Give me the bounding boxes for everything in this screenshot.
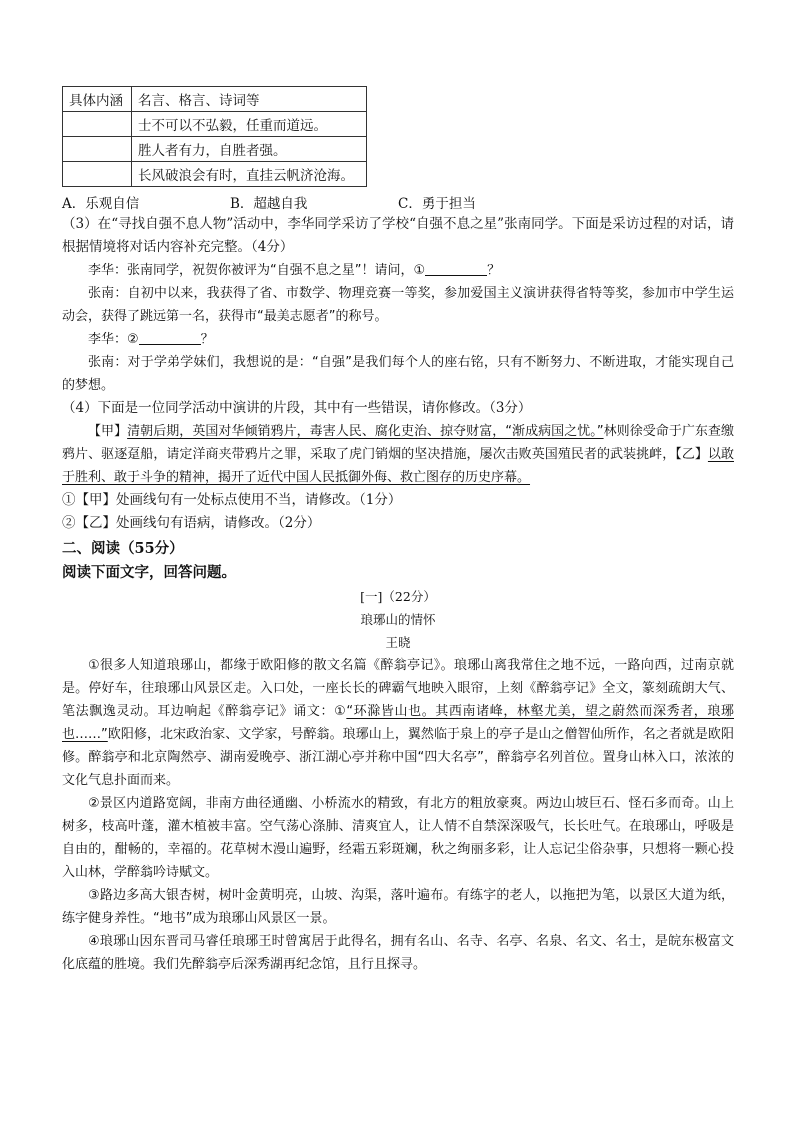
yi-underlined-sentence: 以敢于胜利、敢于斗争的精神，揭开了近代中国人民抵御外侮、救亡图存的历史序幕。 [62,447,734,485]
table-cell: 具体内涵 [63,87,132,112]
yi-label: 【乙】 [675,447,708,462]
section-heading: 二、阅读（55分） [62,540,184,557]
dialogue-end: ？ [487,263,501,278]
option-c: C．勇于担当 [398,196,476,212]
jia-label: 【甲】 [88,424,128,439]
answer-blank[interactable] [139,330,201,345]
article-author: 王晓 [385,635,411,650]
table-row [63,87,367,112]
table-cell: 胜人者有力，自胜者强。 [132,137,367,162]
dialogue-end: ？ [200,332,214,347]
question-3-prompt: （3）在“寻找自强不息人物”活动中，李华同学采访了学校“自强不息之星”张南同学。下面是采访过程的对话，请根据情境将对话内容补充完整。（4分） [62,216,734,255]
article-paragraph-3: ③路边多高大银杏树，树叶金黄明亮，山坡、沟渠，落叶遍布。有练字的老人，以拖把为笔，以景区大道为纸，练字健身养性。“地书”成为琅琊山风景区一景。 [62,888,734,926]
paragraph-text: ①很多人知道琅琊山，都缘于欧阳修的散文名篇《醉翁亭记》。琅琊山离我常住之地不远，一路向西，过南京就是。停好车，往琅琊山风景区走。入口处，一座长长的碑霸气地映入眼帘，上刻《醉翁亭记》全文，篆刻疏朗大气、笔法飘逸灵动。耳边响起《醉翁亭记》诵文：① [62,658,734,719]
table-cell: 长风破浪会有时，直挂云帆济沧海。 [132,162,367,187]
table-cell-empty [63,162,132,187]
table-cell: 士不可以不弘毅，任重而道远。 [132,112,367,137]
dialogue-line [62,282,734,328]
article-paragraph-2: ②景区内道路宽阔，非南方曲径通幽、小桥流水的精致，有北方的粗放豪爽。两边山坡巨石、怪石多而奇。山上树多，枝高叶蓬，灌木植被丰富。空气荡心涤肺、清爽宜人，让人情不自禁深深吸气，长长吐气。在琅琊山，呼吸是自由的，酣畅的，幸福的。花草树木漫山遍野，经霜五彩斑斓，秋之绚丽多彩，让人忘记尘俗杂事，只想将一颗心投入山林，学醉翁吟诗赋文。 [62,796,734,880]
article-title: 琅琊山的情怀 [360,612,436,627]
dialogue-line [62,328,734,351]
table-row [63,137,367,162]
quote-table [62,86,367,187]
speech-middle: 林则徐受命于广东查缴鸦片、驱逐趸船，请定洋商夹带鸦片之罪，采取了虎门销烟的坚决措施，屡次击败英国殖民者的武装挑衅， [62,424,734,462]
paragraph-text: 欧阳修，北宋政治家、文学家，号醉翁。琅琊山上，翼然临于泉上的亭子是山之僧智仙所作，名之者就是欧阳修。醉翁亭和北京陶然亭、湖南爱晚亭、浙江湖心亭并称中国“四大名亭”，醉翁亭名列首位。置身山林入口，浓浓的文化气息扑面而来。 [62,727,734,788]
speaker-label: 张南： [88,286,128,301]
article-paragraph-1 [62,654,734,792]
sub-question-2: ②【乙】处画线句有语病，请修改。（2分） [62,515,321,531]
question-4-prompt: （4）下面是一位同学活动中演讲的片段，其中有一些错误，请你修改。（3分） [62,400,532,416]
table-cell-empty [63,137,132,162]
option-b: B．超越自我 [230,196,308,212]
sub-question-1: ①【甲】处画线句有一处标点使用不当，请修改。（1分） [62,492,402,508]
speaker-label: 李华： [88,332,128,347]
table-row [63,162,367,187]
answer-blank[interactable] [425,261,487,276]
option-a: A．乐观自信 [62,196,140,212]
table-cell: 名言、格言、诗词等 [132,87,367,112]
speaker-label: 张南： [88,355,128,370]
underlined-quote: “环滁皆山也。其西南诸峰，林壑尤美，望之蔚然而深秀者，琅琊也……” [62,704,734,742]
dialogue-line [62,351,734,397]
exam-page [62,86,734,976]
dialogue-text: 对于学弟学妹们，我想说的是：“自强”是我们每个人的座右铭，只有不断努力、不断进取，才能实现自己的梦想。 [62,355,734,393]
section-instruction: 阅读下面文字，回答问题。 [62,564,236,581]
speaker-label: 李华： [88,263,128,278]
dialogue-text: ② [127,332,139,347]
table-cell-empty [63,112,132,137]
part-heading: [一]（22分） [360,589,436,604]
answer-options [62,191,734,213]
dialogue-text: 张南同学，祝贺你被评为“自强不息之星”！请问，① [127,263,426,278]
article-paragraph-4: ④琅琊山因东晋司马睿任琅琊王时曾寓居于此得名，拥有名山、名寺、名亭、名泉、名文、名士，是皖东极富文化底蕴的胜境。我们先醉翁亭后深秀湖再纪念馆，且行且探寻。 [62,934,734,972]
jia-underlined-sentence: 清朝后期，英国对华倾销鸦片，毒害人民、腐化吏治、掠夺财富，“渐成病国之忧。” [127,424,604,439]
speech-excerpt [62,420,734,489]
dialogue-text: 自初中以来，我获得了省、市数学、物理竞赛一等奖，参加爱国主义演讲获得省特等奖，参加市中学生运动会，获得了跳远第一名，获得市“最美志愿者”的称号。 [62,286,734,324]
dialogue-line [62,259,734,282]
table-row [63,112,367,137]
